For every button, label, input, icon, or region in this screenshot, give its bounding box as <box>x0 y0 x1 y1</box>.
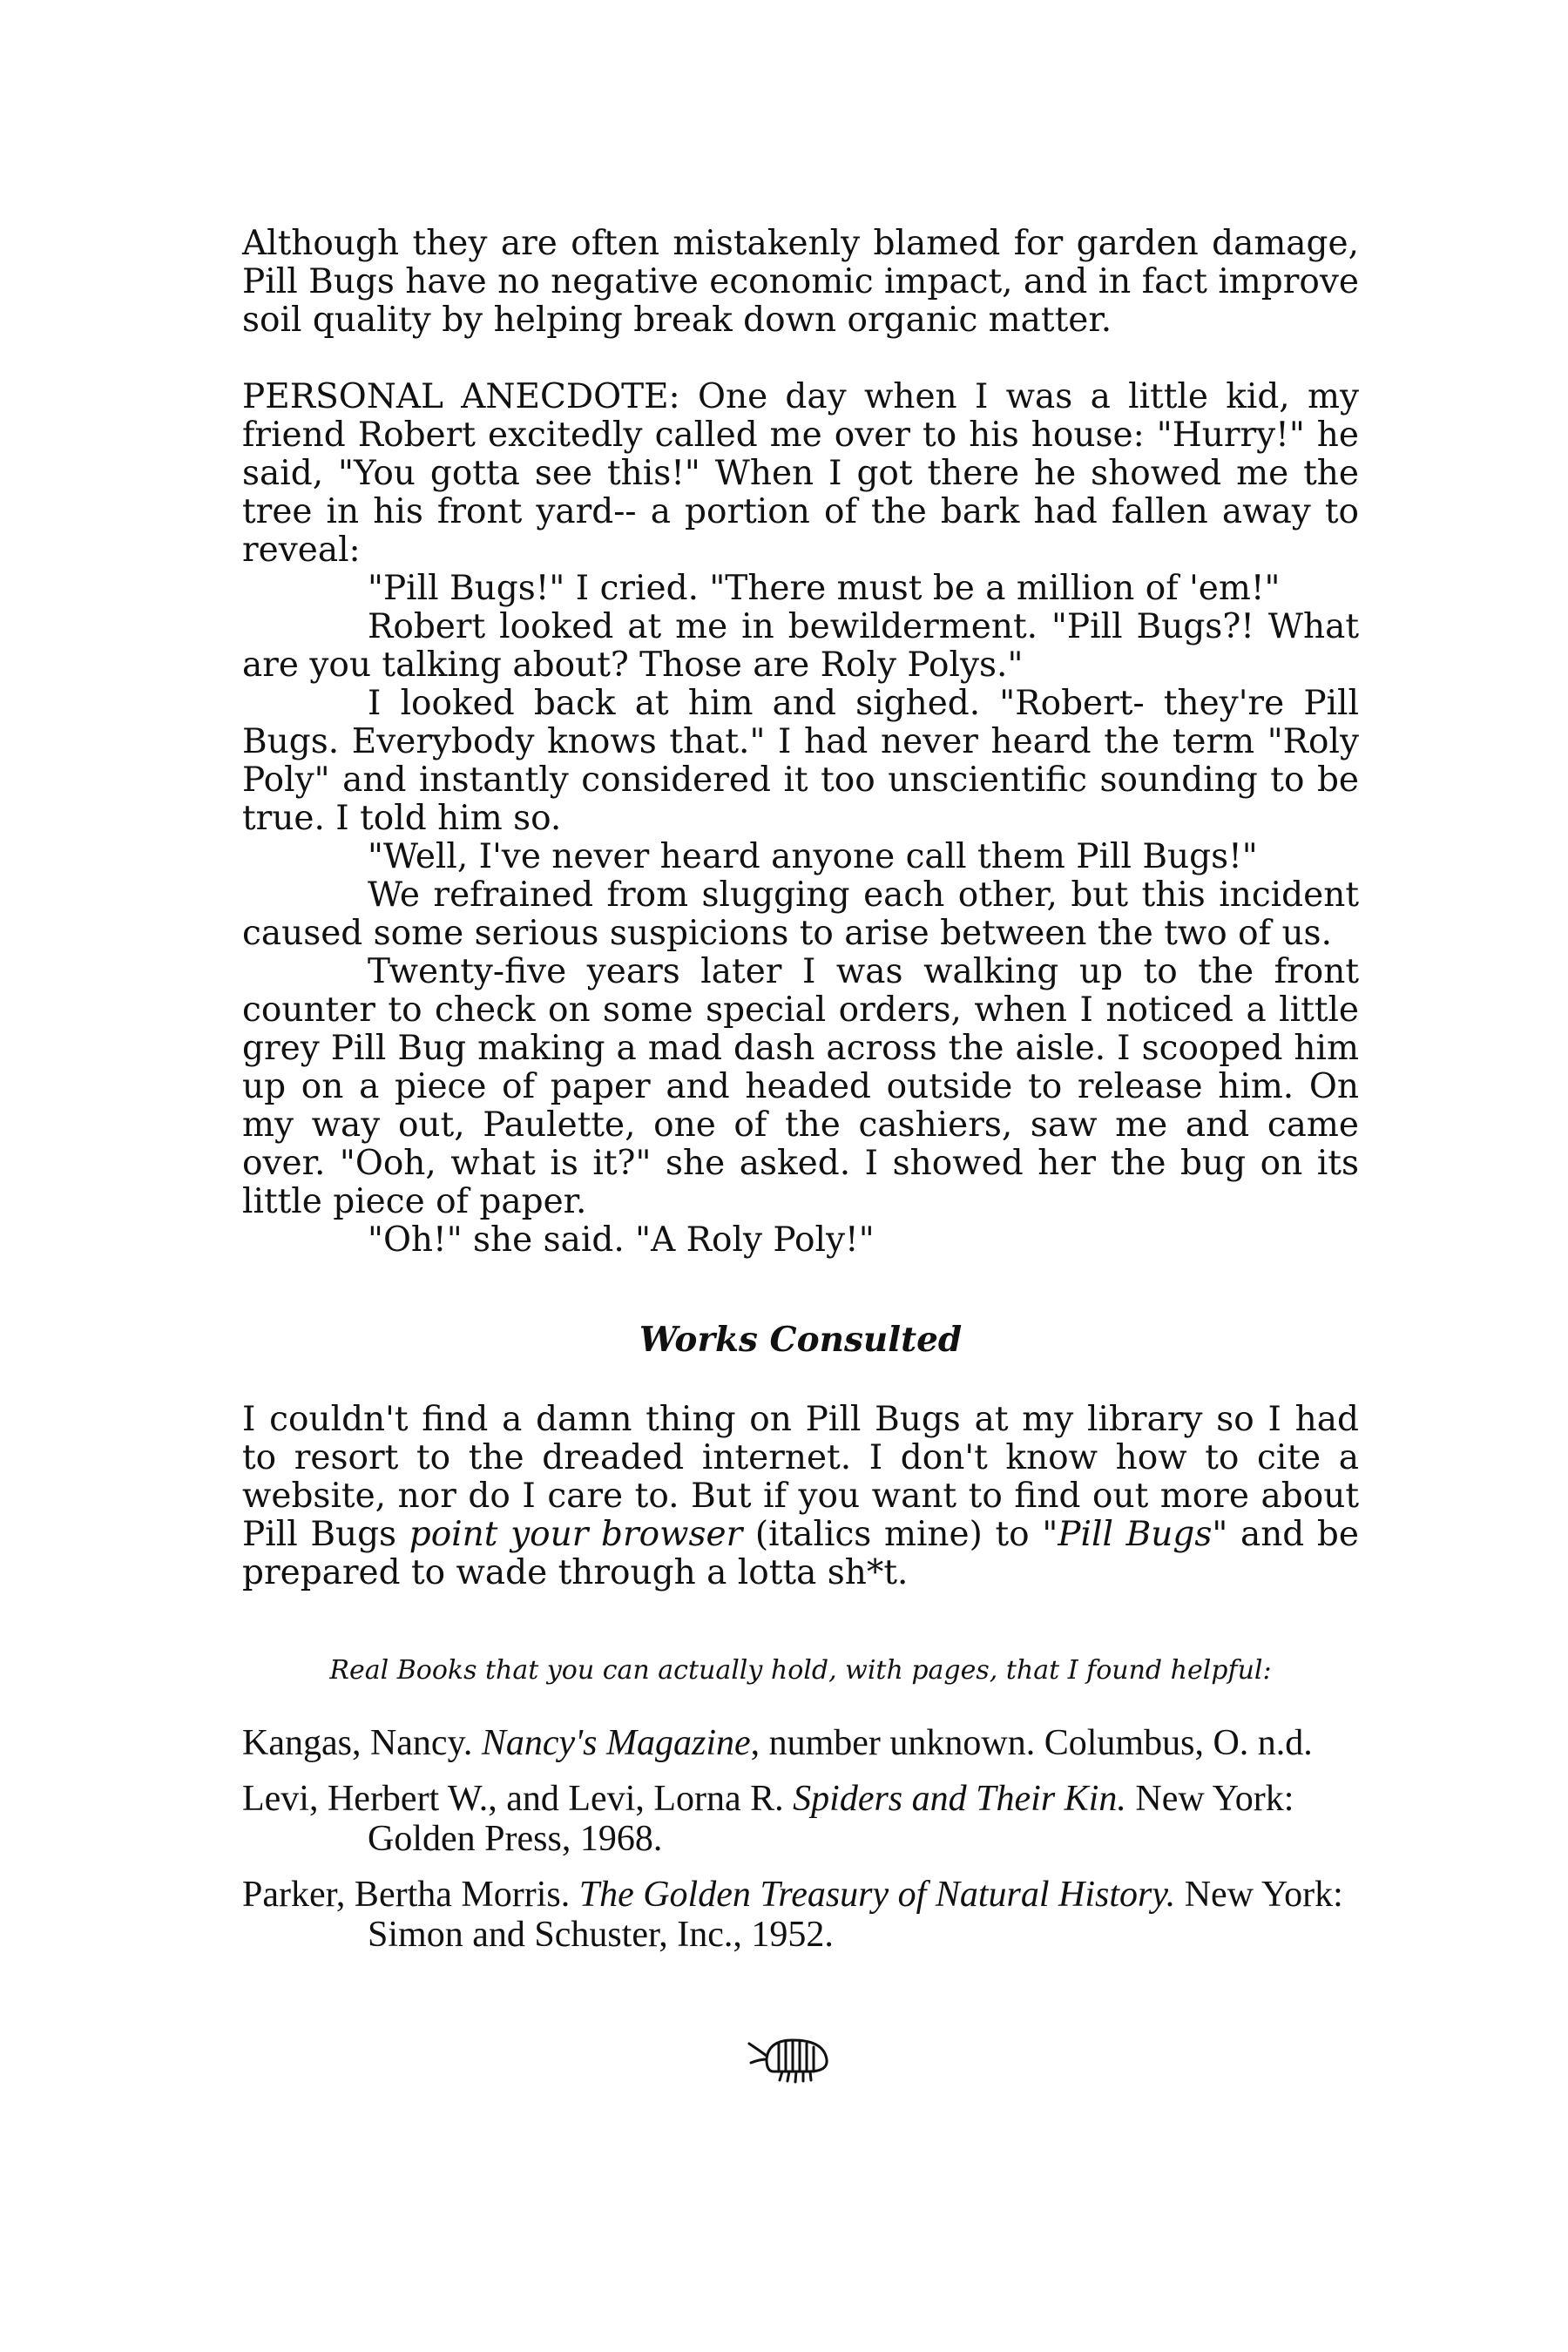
anecdote-paragraph: We refrained from slugging each other, but this incident caused some serious suspicions to arise between the two of us. <box>242 875 1359 953</box>
anecdote-paragraph: "Well, I've never heard anyone call them Pill Bugs!" <box>368 837 1258 876</box>
pill-bug-icon <box>747 2033 843 2085</box>
works-consulted-heading: Works Consulted <box>639 1320 963 1360</box>
anecdote-paragraph: I looked back at him and sighed. "Robert- they're Pill Bugs. Everybody knows that." I had never heard the term "Roly Poly" and instantly considered it too unscientific sounding to be true. I told him so. <box>242 684 1359 838</box>
anecdote-paragraph: Twenty-five years later I was walking up to the front counter to check on some special orders, when I noticed a little grey Pill Bug making a mad dash across the aisle. I scooped him up on a piece of paper and headed outside to release him. On my way out, Paulette, one of the cashiers, saw me and came over. "Ooh, what is it?" she asked. I showed her the bug on its little piece of paper. <box>242 952 1359 1221</box>
anecdote-paragraph: "Oh!" she said. "A Roly Poly!" <box>368 1220 875 1260</box>
document-page <box>242 225 1359 1970</box>
works-consulted-paragraph <box>242 1401 1359 1592</box>
intro-paragraph: Although they are often mistakenly blamed for garden damage, Pill Bugs have no negative economic impact, and in fact improve soil quality by helping break down organic matter. <box>242 224 1359 340</box>
reference-details: New York: Golden Press, 1968. <box>368 1779 1294 1859</box>
works-italic: point your browser <box>409 1515 743 1554</box>
reference-title: Nancy's Magazine <box>481 1723 751 1763</box>
works-text: (italics mine) to <box>742 1515 1043 1554</box>
reference-details: New York: Simon and Schuster, Inc., 1952. <box>368 1875 1343 1955</box>
reference-entry <box>242 1779 1359 1859</box>
reference-details: , number unknown. Columbus, O. n.d. <box>750 1723 1313 1763</box>
works-text: I couldn't find a damn thing on Pill Bugs at my library so I had to resort to the dreaded internet. I don't know how to cite a website, nor do I care to. But if you want to find out more about Pill Bugs <box>242 1400 1359 1554</box>
works-text: and be prepared to wade through a lotta sh*t. <box>242 1515 1359 1592</box>
reference-author: Parker, Bertha Morris. <box>242 1875 579 1915</box>
books-heading: Real Books that you can actually hold, with pages, that I found helpful: <box>329 1655 1272 1686</box>
anecdote-paragraph: Robert looked at me in bewilderment. "Pill Bugs?! What are you talking about? Those are Roly Polys." <box>242 607 1359 685</box>
anecdote-paragraph: "Pill Bugs!" I cried. "There must be a million of 'em!" <box>368 569 1281 608</box>
reference-author: Levi, Herbert W., and Levi, Lorna R. <box>242 1779 794 1819</box>
anecdote-paragraph: PERSONAL ANECDOTE: One day when I was a little kid, my friend Robert excitedly called me over to his house: "Hurry!" he said, "You gotta see this!" When I got there he showed me the tree in his front yard-- a portion of the bark had fallen away to reveal: <box>242 377 1359 570</box>
works-italic: "Pill Bugs" <box>1042 1515 1228 1554</box>
reference-author: Kangas, Nancy. <box>242 1723 482 1763</box>
reference-entry <box>242 1723 1359 1763</box>
reference-entry <box>242 1875 1359 1955</box>
reference-title: Spiders and Their Kin. <box>793 1779 1126 1819</box>
reference-title: The Golden Treasury of Natural History. <box>578 1875 1176 1915</box>
